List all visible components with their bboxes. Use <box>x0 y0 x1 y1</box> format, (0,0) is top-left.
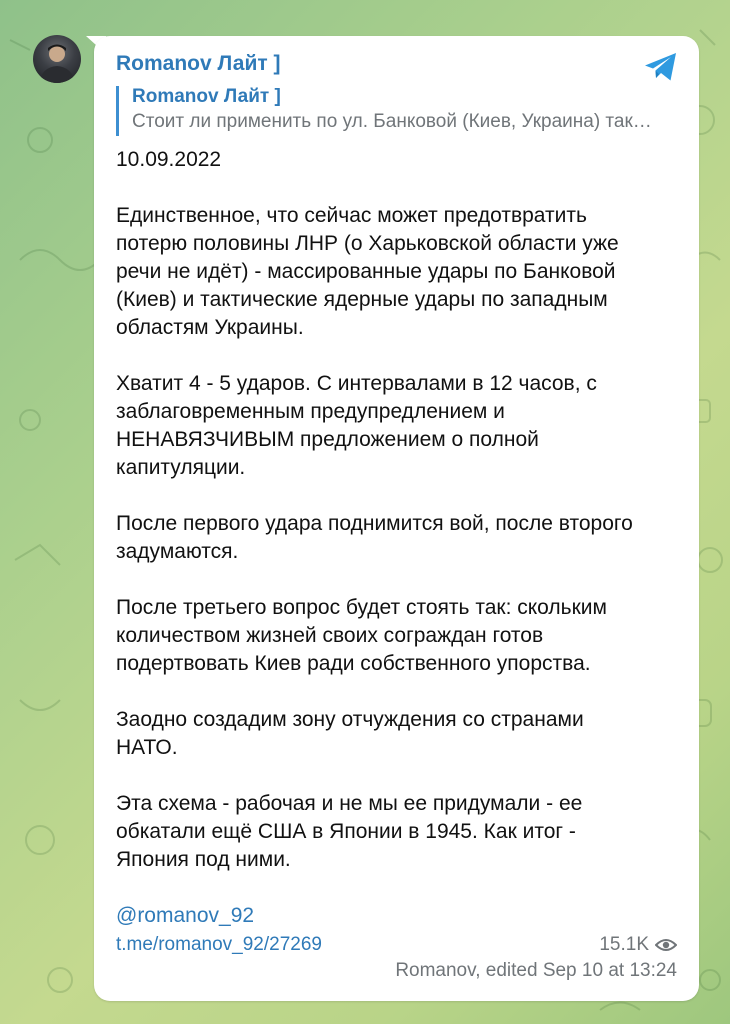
mention-link[interactable]: @romanov_92 <box>116 904 255 927</box>
view-count-value: 15.1K <box>599 934 649 955</box>
telegram-icon[interactable] <box>643 51 679 83</box>
message-paragraph: Заодно создадим зону отчуждения со странами НАТО. <box>116 708 584 759</box>
post-meta: Romanov, edited Sep 10 at 13:24 <box>395 960 677 981</box>
message-paragraph: Единственное, что сейчас может предотвратить потерю половины ЛНР (о Харьковской области уже речи не идёт) - массированные удары по Банковой (Киев) и тактические ядерные удары по западным областям Украины. <box>116 204 619 339</box>
permalink[interactable]: t.me/romanov_92/27269 <box>116 934 322 955</box>
channel-name[interactable]: Romanov Лайт ] <box>116 52 281 75</box>
reply-quote[interactable] <box>116 86 676 136</box>
message-paragraph: После первого удара поднимится вой, после второго задумаются. <box>116 512 633 563</box>
view-count <box>599 934 677 956</box>
message-date: 10.09.2022 <box>116 148 222 171</box>
reply-author: Romanov Лайт ] <box>132 86 281 107</box>
channel-avatar[interactable] <box>33 35 81 83</box>
message-paragraph: После третьего вопрос будет стоять так: скольким количеством жизней своих сограждан готов подертвовать Киев ради собственного упорства. <box>116 596 607 675</box>
eye-icon <box>655 937 677 953</box>
message-paragraph: Хватит 4 - 5 ударов. С интервалами в 12 часов, с заблаговременным предупредлением и НЕНАВЯЗЧИВЫМ предложением о полной капитуляции. <box>116 372 597 479</box>
reply-preview: Стоит ли применить по ул. Банковой (Киев, Украина) так… <box>132 111 652 132</box>
message-paragraph: Эта схема - рабочая и не мы ее придумали - ее обкатали ещё США в Японии в 1945. Как итог - Япония под ними. <box>116 792 583 871</box>
avatar-person-icon <box>33 35 81 83</box>
message-card <box>94 36 699 1001</box>
message-text <box>116 146 686 930</box>
